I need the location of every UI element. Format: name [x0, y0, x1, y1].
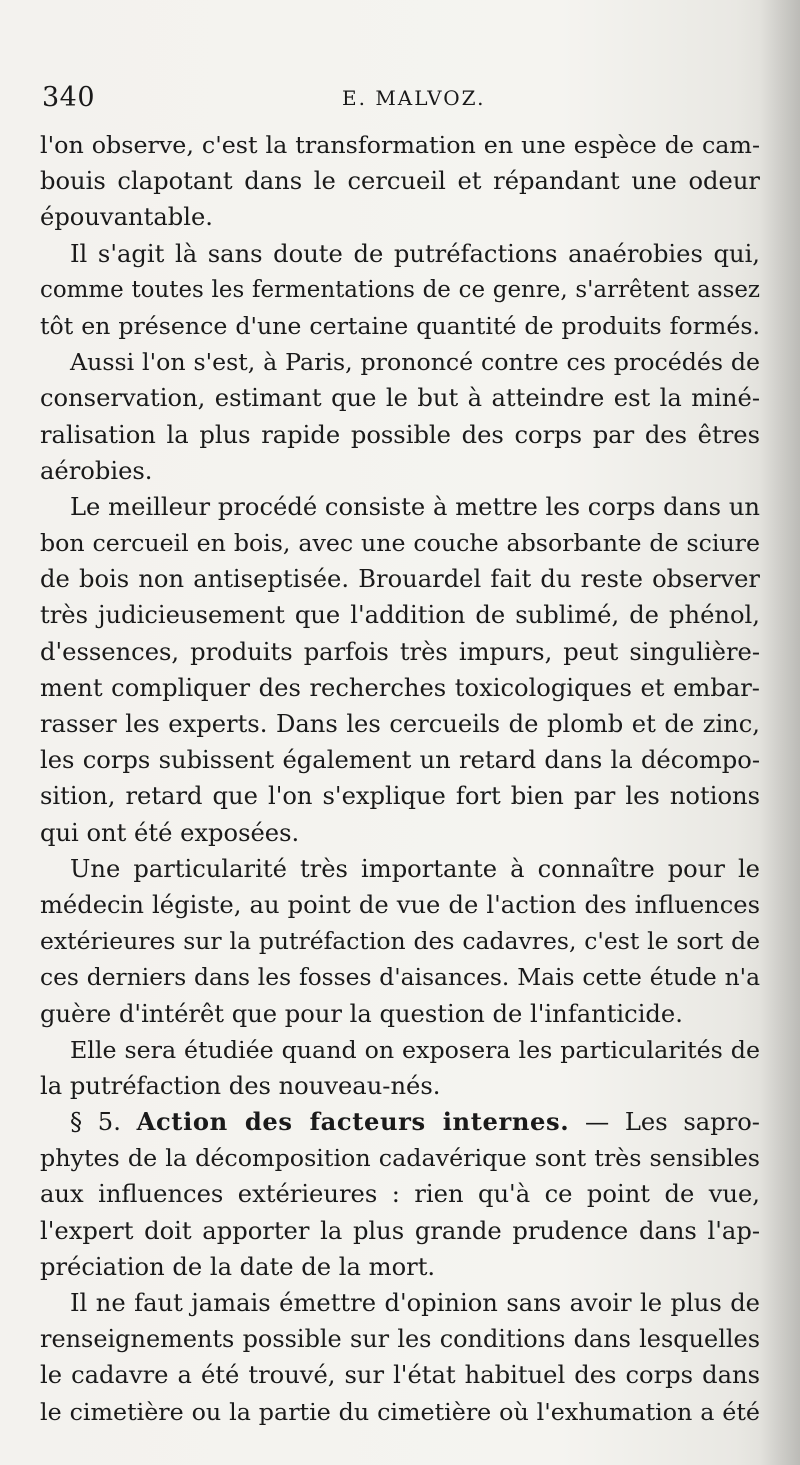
text-line: Aussi l'on s'est, à Paris, prononcé contre ces procédés de: [70, 348, 760, 377]
section-number: § 5.: [70, 1108, 121, 1137]
page-edge-shadow: [760, 0, 800, 1465]
text-line: renseignements possible sur les conditions dans lesquelles: [40, 1325, 760, 1354]
text-line: rasser les experts. Dans les cercueils de plomb et de zinc,: [40, 710, 760, 738]
text-line: médecin légiste, au point de vue de l'action des influences: [40, 890, 760, 919]
text-line: Elle sera étudiée quand on exposera les particularités de: [70, 1035, 760, 1064]
section-heading-line: [40, 1104, 760, 1140]
text-line: Le meilleur procédé consiste à mettre les corps dans un: [70, 492, 760, 521]
text-line: phytes de la décomposition cadavérique sont très sensibles: [40, 1144, 760, 1173]
text-line: guère d'intérêt que pour la question de l'infanticide.: [40, 999, 683, 1028]
section-heading-rest: — Les sapro-: [569, 1108, 760, 1137]
text-line: le cadavre a été trouvé, sur l'état habituel des corps dans: [40, 1361, 760, 1390]
text-line: qui ont été exposées.: [40, 818, 300, 847]
text-line: bon cercueil en bois, avec une couche absorbante de sciure: [40, 529, 760, 558]
text-line: préciation de la date de la mort.: [40, 1252, 436, 1281]
text-line: l'expert doit apporter la plus grande prudence dans l'ap-: [40, 1216, 760, 1245]
running-head: E. MALVOZ.: [342, 86, 486, 110]
text-line: le cimetière ou la partie du cimetière où l'exhumation a été: [40, 1397, 760, 1426]
text-line: l'on observe, c'est la transformation en une espèce de cam-: [40, 131, 760, 159]
text-line: Une particularité très importante à connaître pour le: [70, 854, 760, 883]
text-line: extérieures sur la putréfaction des cadavres, c'est le sort de: [40, 927, 760, 956]
text-line: aérobies.: [40, 456, 153, 485]
text-line: comme toutes les fermentations de ce genre, s'arrêtent assez: [40, 276, 760, 303]
page-number: 340: [42, 82, 96, 113]
text-line: tôt en présence d'une certaine quantité de produits formés.: [40, 311, 760, 340]
text-line: la putréfaction des nouveau-nés.: [40, 1071, 441, 1100]
text-line: sition, retard que l'on s'explique fort bien par les notions: [40, 782, 760, 811]
body-text: [40, 127, 760, 1430]
text-line: conservation, estimant que le but à atteindre est la miné-: [40, 384, 760, 413]
text-line: très judicieusement que l'addition de sublimé, de phénol,: [40, 601, 760, 630]
text-line: Il s'agit là sans doute de putréfactions anaérobies qui,: [70, 239, 760, 268]
text-line: ralisation la plus rapide possible des corps par des êtres: [40, 420, 760, 449]
text-line: épouvantable.: [40, 203, 213, 232]
text-line: bouis clapotant dans le cercueil et répandant une odeur: [40, 167, 760, 196]
text-line: de bois non antiseptisée. Brouardel fait du reste observer: [40, 565, 760, 594]
text-line: aux influences extérieures : rien qu'à ce point de vue,: [40, 1180, 760, 1209]
text-line: ment compliquer des recherches toxicologiques et embar-: [40, 673, 760, 702]
text-line: ces derniers dans les fosses d'aisances. Mais cette étude n'a: [40, 963, 760, 992]
text-line: d'essences, produits parfois très impurs, peut singulière-: [40, 637, 760, 666]
page-header: [42, 82, 762, 122]
text-line: les corps subissent également un retard dans la décompo-: [40, 746, 760, 775]
section-title: Action des facteurs internes.: [136, 1107, 570, 1137]
text-line: Il ne faut jamais émettre d'opinion sans avoir le plus de: [70, 1289, 760, 1317]
